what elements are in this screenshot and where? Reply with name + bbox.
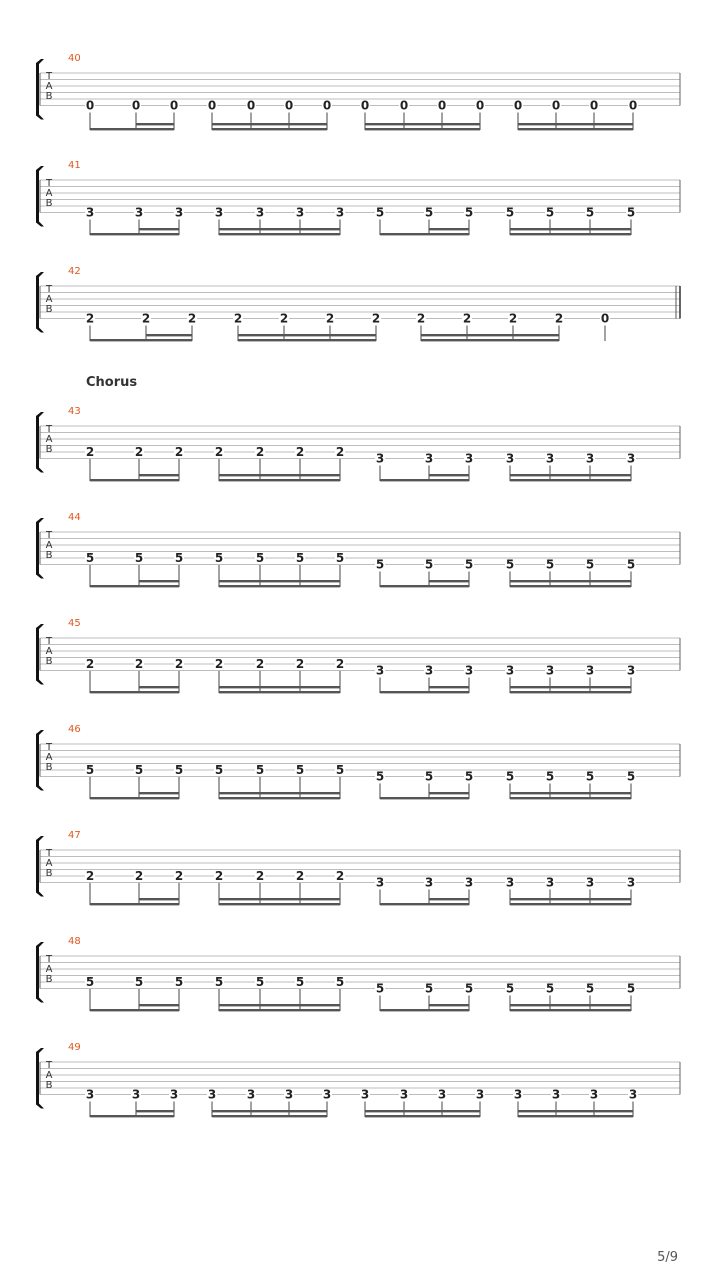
fret-number: 3 (585, 451, 595, 466)
tab-clef-letter: B (45, 1080, 53, 1091)
fret-number: 5 (295, 975, 305, 989)
fret-number: 0 (85, 98, 95, 113)
fret-number: 5 (505, 981, 515, 996)
fret-number: 0 (360, 98, 370, 113)
fret-number: 0 (628, 98, 638, 113)
beam-secondary (429, 228, 469, 230)
fret-number: 0 (589, 98, 599, 113)
fret-number: 5 (626, 557, 636, 572)
fret-number: 3 (513, 1087, 523, 1102)
fret-number: 0 (437, 98, 447, 113)
beam-primary (510, 585, 631, 587)
tab-clef-letter: B (45, 91, 53, 102)
beam-secondary (510, 686, 631, 688)
beam-primary (510, 691, 631, 693)
fret-number: 5 (134, 975, 144, 989)
fret-number: 3 (169, 1087, 179, 1102)
beam-secondary (139, 580, 179, 582)
fret-number: 3 (284, 1087, 294, 1102)
fret-number: 2 (279, 311, 289, 326)
fret-number: 5 (214, 975, 224, 989)
tab-clef-letter: T (45, 636, 53, 647)
beam-primary (90, 128, 174, 130)
fret-number: 2 (85, 869, 95, 883)
tab-system (36, 1042, 680, 1117)
fret-number: 3 (295, 205, 305, 220)
fret-number: 5 (255, 975, 265, 989)
fret-number: 3 (505, 875, 515, 890)
beam-secondary (139, 792, 179, 794)
beam-secondary (365, 123, 480, 125)
fret-number: 5 (214, 763, 224, 777)
fret-number: 2 (335, 657, 345, 671)
fret-number: 5 (585, 769, 595, 784)
tab-clef-letter: B (45, 550, 53, 561)
beam-secondary (510, 580, 631, 582)
fret-number: 3 (424, 451, 434, 466)
fret-number: 5 (545, 557, 555, 572)
beam-primary (510, 1009, 631, 1011)
tab-clef-letter: A (45, 540, 53, 551)
fret-number: 0 (246, 98, 256, 113)
tab-clef-letter: T (45, 284, 53, 295)
beam-secondary (510, 228, 631, 230)
fret-number: 5 (545, 205, 555, 220)
fret-number: 3 (589, 1087, 599, 1102)
beam-secondary (365, 1110, 480, 1112)
beam-secondary (429, 474, 469, 476)
fret-number: 5 (545, 769, 555, 784)
beam-primary (90, 691, 179, 693)
beam-primary (219, 797, 340, 799)
beam-primary (219, 1009, 340, 1011)
fret-number: 5 (174, 975, 184, 989)
beam-primary (380, 585, 469, 587)
beam-secondary (212, 1110, 327, 1112)
fret-number: 5 (585, 557, 595, 572)
fret-number: 5 (375, 205, 385, 220)
beam-secondary (429, 580, 469, 582)
beam-secondary (421, 334, 559, 336)
tab-clef-letter: B (45, 304, 53, 315)
fret-number: 5 (375, 769, 385, 784)
fret-number: 5 (134, 763, 144, 777)
beam-secondary (238, 334, 376, 336)
tab-clef-letter: B (45, 198, 53, 209)
fret-number: 2 (416, 311, 426, 326)
fret-number: 2 (214, 445, 224, 459)
beam-secondary (139, 686, 179, 688)
fret-number: 3 (375, 451, 385, 466)
tab-system (36, 512, 680, 587)
fret-number: 3 (585, 875, 595, 890)
beam-secondary (518, 123, 633, 125)
tab-clef-letter: A (45, 294, 53, 305)
fret-number: 5 (424, 981, 434, 996)
beam-secondary (429, 792, 469, 794)
beam-secondary (219, 228, 340, 230)
fret-number: 5 (505, 205, 515, 220)
beam-primary (212, 128, 327, 130)
fret-number: 3 (424, 663, 434, 678)
fret-number: 3 (375, 663, 385, 678)
fret-number: 2 (325, 311, 335, 326)
fret-number: 2 (335, 869, 345, 883)
tab-clef-letter: B (45, 444, 53, 455)
fret-number: 2 (335, 445, 345, 459)
beam-primary (238, 339, 376, 341)
fret-number: 5 (174, 551, 184, 565)
tab-clef-letter: A (45, 81, 53, 92)
tab-clef-letter: A (45, 1070, 53, 1081)
tab-clef-letter: T (45, 742, 53, 753)
beam-primary (380, 797, 469, 799)
beam-secondary (219, 792, 340, 794)
fret-number: 3 (475, 1087, 485, 1102)
fret-number: 3 (437, 1087, 447, 1102)
fret-number: 0 (131, 98, 141, 113)
fret-number: 5 (375, 557, 385, 572)
beam-secondary (219, 898, 340, 900)
fret-number: 3 (255, 205, 265, 220)
beam-secondary (219, 1004, 340, 1006)
fret-number: 0 (399, 98, 409, 113)
fret-number: 2 (462, 311, 472, 326)
fret-number: 3 (85, 1087, 95, 1102)
fret-number: 3 (335, 205, 345, 220)
fret-number: 5 (464, 981, 474, 996)
beam-secondary (136, 123, 174, 125)
fret-number: 3 (131, 1087, 141, 1102)
beam-secondary (139, 898, 179, 900)
beam-secondary (212, 123, 327, 125)
fret-number: 2 (255, 445, 265, 459)
beam-primary (90, 797, 179, 799)
beam-primary (380, 233, 469, 235)
section-label-chorus: Chorus (86, 375, 138, 390)
beam-primary (219, 585, 340, 587)
fret-number: 5 (295, 763, 305, 777)
fret-number: 5 (255, 763, 265, 777)
beam-primary (380, 691, 469, 693)
fret-number: 3 (626, 875, 636, 890)
beam-primary (219, 691, 340, 693)
fret-number: 3 (505, 451, 515, 466)
fret-number: 0 (513, 98, 523, 113)
fret-number: 5 (585, 981, 595, 996)
fret-number: 0 (551, 98, 561, 113)
fret-number: 5 (295, 551, 305, 565)
fret-number: 0 (169, 98, 179, 113)
fret-number: 2 (141, 311, 151, 326)
beam-primary (219, 903, 340, 905)
measure-number: 44 (68, 512, 81, 523)
tab-system (36, 53, 680, 130)
fret-number: 5 (335, 975, 345, 989)
fret-number: 5 (545, 981, 555, 996)
beam-secondary (219, 474, 340, 476)
fret-number: 5 (335, 551, 345, 565)
fret-number: 5 (174, 763, 184, 777)
fret-number: 3 (375, 875, 385, 890)
fret-number: 3 (360, 1087, 370, 1102)
fret-number: 2 (187, 311, 197, 326)
beam-primary (90, 479, 179, 481)
fret-number: 3 (628, 1087, 638, 1102)
fret-number: 0 (475, 98, 485, 113)
tab-clef-letter: A (45, 434, 53, 445)
fret-number: 3 (174, 205, 184, 220)
fret-number: 2 (174, 445, 184, 459)
fret-number: 5 (626, 205, 636, 220)
fret-number: 5 (375, 981, 385, 996)
beam-secondary (510, 474, 631, 476)
tab-clef-letter: A (45, 188, 53, 199)
fret-number: 3 (545, 875, 555, 890)
fret-number: 3 (424, 875, 434, 890)
beam-secondary (510, 1004, 631, 1006)
beam-secondary (429, 1004, 469, 1006)
beam-primary (421, 339, 559, 341)
beam-primary (380, 1009, 469, 1011)
fret-number: 2 (233, 311, 243, 326)
fret-number: 2 (295, 657, 305, 671)
tab-clef-letter: A (45, 964, 53, 975)
fret-number: 2 (85, 657, 95, 671)
fret-number: 2 (134, 869, 144, 883)
fret-number: 2 (174, 657, 184, 671)
tab-system (36, 724, 680, 799)
beam-secondary (146, 334, 192, 336)
fret-number: 3 (464, 451, 474, 466)
fret-number: 2 (295, 445, 305, 459)
fret-number: 3 (585, 663, 595, 678)
fret-number: 3 (134, 205, 144, 220)
fret-number: 5 (335, 763, 345, 777)
tab-clef-letter: A (45, 752, 53, 763)
fret-number: 2 (214, 869, 224, 883)
fret-number: 5 (464, 557, 474, 572)
beam-primary (365, 1115, 480, 1117)
measure-number: 41 (68, 160, 81, 171)
measure-number: 43 (68, 406, 81, 417)
fret-number: 2 (255, 869, 265, 883)
beam-primary (518, 1115, 633, 1117)
beam-secondary (518, 1110, 633, 1112)
beam-secondary (139, 1004, 179, 1006)
fret-number: 2 (174, 869, 184, 883)
fret-number: 3 (207, 1087, 217, 1102)
fret-number: 3 (399, 1087, 409, 1102)
tab-system (36, 618, 680, 693)
beam-secondary (139, 474, 179, 476)
beam-primary (90, 903, 179, 905)
fret-number: 2 (295, 869, 305, 883)
tab-clef-letter: T (45, 424, 53, 435)
beam-primary (365, 128, 480, 130)
tab-system (36, 830, 680, 905)
tab-clef-letter: T (45, 848, 53, 859)
fret-number: 2 (85, 311, 95, 326)
fret-number: 3 (626, 451, 636, 466)
beam-primary (212, 1115, 327, 1117)
beam-primary (518, 128, 633, 130)
tab-clef-letter: T (45, 178, 53, 189)
tab-clef-letter: B (45, 762, 53, 773)
tab-clef-letter: A (45, 646, 53, 657)
tab-clef-letter: B (45, 656, 53, 667)
beam-secondary (139, 228, 179, 230)
beam-primary (90, 1009, 179, 1011)
tab-system (36, 936, 680, 1011)
beam-secondary (510, 792, 631, 794)
fret-number: 0 (600, 311, 610, 326)
beam-primary (510, 797, 631, 799)
measure-number: 42 (68, 266, 81, 277)
fret-number: 3 (214, 205, 224, 220)
fret-number: 5 (626, 769, 636, 784)
fret-number: 3 (246, 1087, 256, 1102)
fret-number: 2 (554, 311, 564, 326)
beam-secondary (429, 898, 469, 900)
fret-number: 3 (551, 1087, 561, 1102)
fret-number: 0 (207, 98, 217, 113)
fret-number: 2 (371, 311, 381, 326)
fret-number: 3 (85, 205, 95, 220)
beam-primary (510, 233, 631, 235)
fret-number: 3 (545, 451, 555, 466)
fret-number: 5 (424, 769, 434, 784)
tab-system (36, 266, 680, 341)
fret-number: 2 (255, 657, 265, 671)
beam-primary (380, 479, 469, 481)
tab-system (36, 406, 680, 481)
fret-number: 5 (424, 557, 434, 572)
fret-number: 5 (85, 551, 95, 565)
beam-primary (380, 903, 469, 905)
measure-number: 40 (68, 53, 81, 64)
tab-clef-letter: B (45, 868, 53, 879)
fret-number: 2 (134, 445, 144, 459)
fret-number: 3 (626, 663, 636, 678)
tab-clef-letter: A (45, 858, 53, 869)
beam-secondary (136, 1110, 174, 1112)
fret-number: 5 (85, 763, 95, 777)
beam-secondary (219, 686, 340, 688)
beam-primary (510, 479, 631, 481)
fret-number: 5 (255, 551, 265, 565)
beam-primary (219, 233, 340, 235)
fret-number: 5 (214, 551, 224, 565)
fret-number: 0 (284, 98, 294, 113)
measure-number: 47 (68, 830, 81, 841)
fret-number: 2 (214, 657, 224, 671)
measure-number: 46 (68, 724, 81, 735)
beam-secondary (510, 898, 631, 900)
fret-number: 3 (464, 875, 474, 890)
fret-number: 0 (322, 98, 332, 113)
fret-number: 5 (424, 205, 434, 220)
beam-primary (90, 585, 179, 587)
fret-number: 5 (585, 205, 595, 220)
fret-number: 5 (85, 975, 95, 989)
fret-number: 3 (505, 663, 515, 678)
fret-number: 3 (464, 663, 474, 678)
beam-primary (90, 1115, 174, 1117)
beam-primary (510, 903, 631, 905)
fret-number: 3 (545, 663, 555, 678)
fret-number: 5 (626, 981, 636, 996)
fret-number: 5 (505, 769, 515, 784)
beam-secondary (219, 580, 340, 582)
tab-clef-letter: T (45, 530, 53, 541)
fret-number: 5 (505, 557, 515, 572)
tab-clef-letter: T (45, 954, 53, 965)
page-number: 5/9 (657, 1250, 678, 1265)
tab-clef-letter: T (45, 71, 53, 82)
fret-number: 5 (464, 205, 474, 220)
beam-secondary (429, 686, 469, 688)
fret-number: 3 (322, 1087, 332, 1102)
tab-clef-letter: B (45, 974, 53, 985)
tab-system (36, 160, 680, 235)
fret-number: 2 (134, 657, 144, 671)
beam-primary (90, 233, 179, 235)
fret-number: 2 (85, 445, 95, 459)
beam-primary (90, 339, 192, 341)
fret-number: 2 (508, 311, 518, 326)
measure-number: 45 (68, 618, 81, 629)
fret-number: 5 (134, 551, 144, 565)
measure-number: 49 (68, 1042, 81, 1053)
fret-number: 5 (464, 769, 474, 784)
tab-clef-letter: T (45, 1060, 53, 1071)
measure-number: 48 (68, 936, 81, 947)
beam-primary (219, 479, 340, 481)
